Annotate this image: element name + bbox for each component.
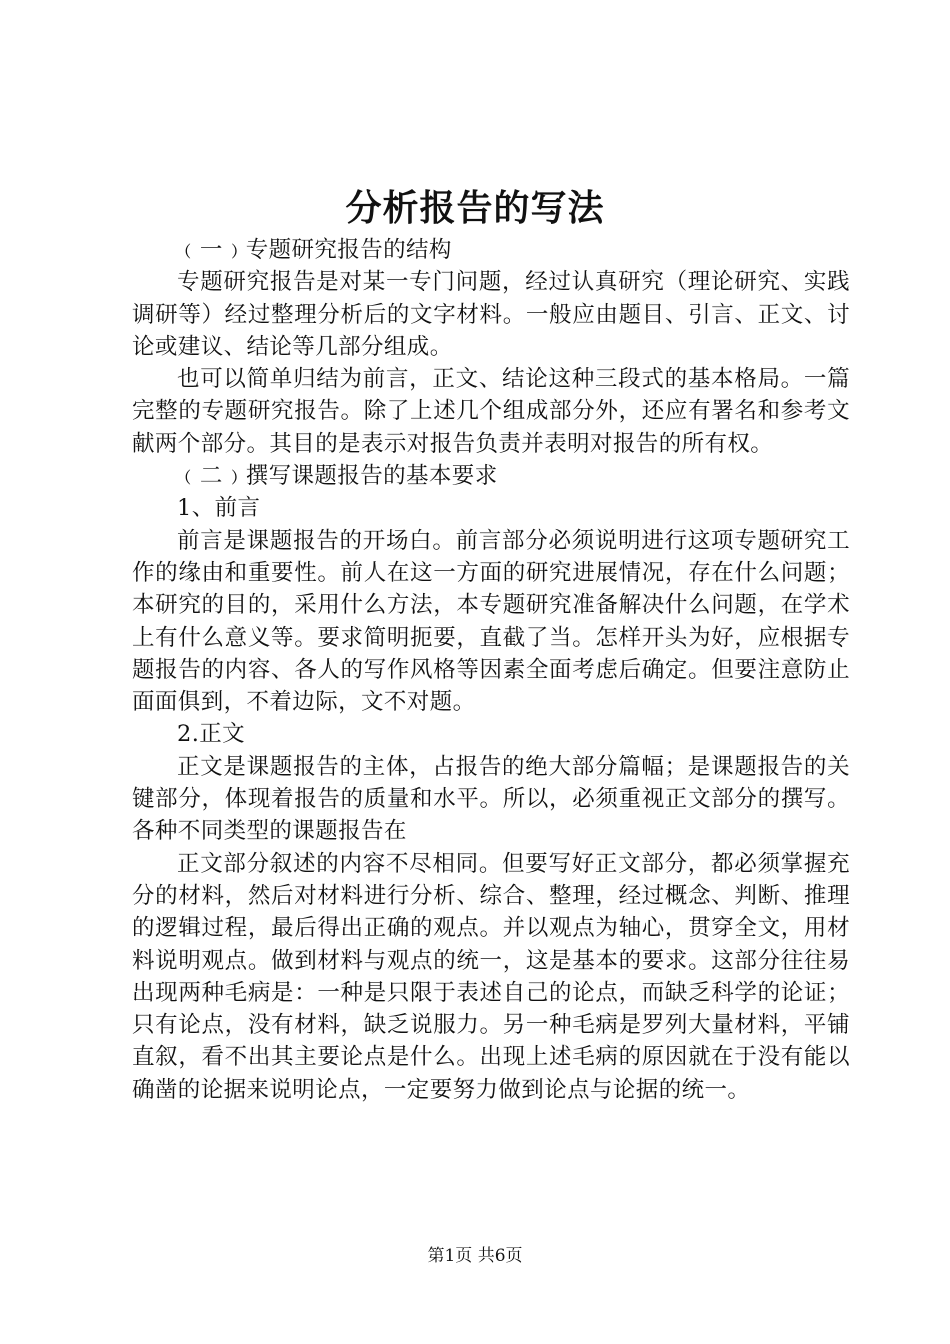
- paragraph-preface: 前言是课题报告的开场白。前言部分必须说明进行这项专题研究工作的缘由和重要性。前人在这一方面的研究进展情况，存在什么问题；本研究的目的，采用什么方法，本专题研究准备解决什么问题，在学术上有什么意义等。要求简明扼要，直截了当。怎样开头为好，应根据专题报告的内容、各人的写作风格等因素全面考虑后确定。但要注意防止面面俱到，不着边际，文不对题。: [132, 527, 850, 716]
- subheading-preface: 1、前言: [177, 495, 261, 522]
- page-footer: 第1页 共6页: [427, 1246, 523, 1266]
- section-heading-structure: ﹙一﹚专题研究报告的结构: [177, 237, 452, 263]
- document-body: [132, 234, 850, 1106]
- subheading-main-text: 2.正文: [177, 721, 246, 748]
- paragraph-main-text: 正文是课题报告的主体，占报告的绝大部分篇幅；是课题报告的关键部分，体现着报告的质量和水平。所以，必须重视正文部分的撰写。各种不同类型的课题报告在: [132, 753, 850, 845]
- paragraph-three-part: 也可以简单归结为前言，正文、结论这种三段式的基本格局。一篇完整的专题研究报告。除了上述几个组成部分外，还应有署名和参考文献两个部分。其目的是表示对报告负责并表明对报告的所有权。: [132, 366, 850, 457]
- paragraph-main-text-content: 正文部分叙述的内容不尽相同。但要写好正文部分，都必须掌握充分的材料，然后对材料进行分析、综合、整理，经过概念、判断、推理的逻辑过程，最后得出正确的观点。并以观点为轴心，贯穿全文，用材料说明观点。做到材料与观点的统一，这是基本的要求。这部分往往易出现两种毛病是：一种是只限于表述自己的论点，而缺乏科学的论证；只有论点，没有材料，缺乏说服力。另一种毛病是罗列大量材料，平铺直叙，看不出其主要论点是什么。出现上述毛病的原因就在于没有能以确凿的论据来说明论点，一定要努力做到论点与论据的统一。: [132, 850, 850, 1103]
- page-title: 分析报告的写法: [345, 187, 605, 229]
- section-heading-requirements: ﹙二﹚撰写课题报告的基本要求: [177, 463, 498, 490]
- paragraph-definition: 专题研究报告是对某一专门问题，经过认真研究（理论研究、实践调研等）经过整理分析后的文字材料。一般应由题目、引言、正文、讨论或建议、结论等几部分组成。: [132, 269, 850, 360]
